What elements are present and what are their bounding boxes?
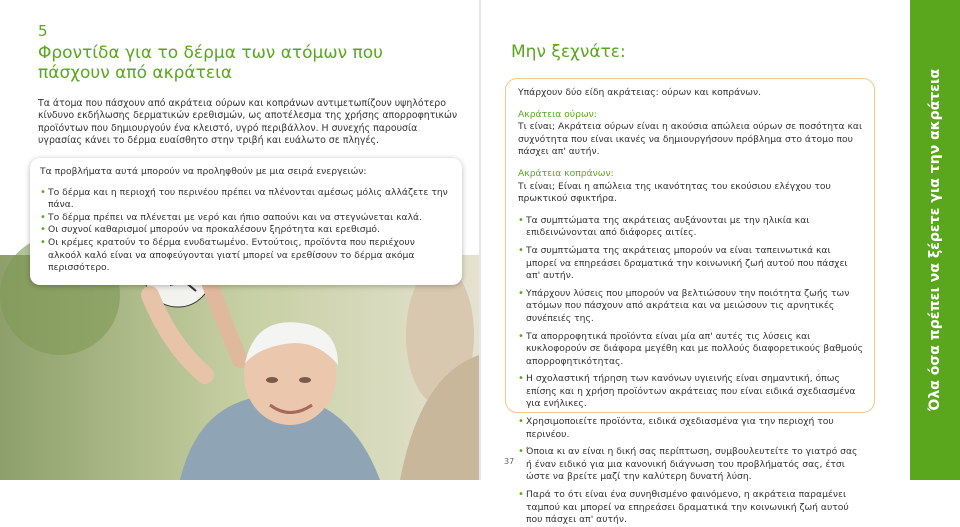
list-item: • Τα συμπτώματα της ακράτειας αυξάνονται με την ηλικία και επιδεινώνονται από διάφορες αιτίες.	[518, 215, 864, 240]
reminder-list	[518, 215, 864, 527]
list-item: • Χρησιμοποιείτε προϊόντα, ειδικά σχεδιασμένα για την περιοχή του περινέου.	[518, 416, 864, 441]
urine-section	[518, 109, 864, 159]
fecal-text: Τι είναι; Είναι η απώλεια της ικανότητας του εκούσιου ελέγχου του πρωκτικού σφικτήρα.	[518, 180, 831, 205]
side-tab-label: Όλα όσα πρέπει να ξέρετε για την ακράτεια	[927, 68, 943, 412]
list-item: • Όποια κι αν είναι η δική σας περίπτωση, συμβουλευτείτε το γιατρό σας ή έναν ειδικό για μια κανονική διάγνωση του προβλήματός σας, έτσι ώστε να βρείτε μαζί την καλύτερη δυνατή λύση.	[518, 446, 864, 484]
intro-paragraph: Τα άτομα που πάσχουν από ακράτεια ούρων και κοπράνων αντιμετωπίζουν υψηλότερο κίνδυνο εκδήλωσης δερματικών ερεθισμών, ως αποτέλεσμα της χρήσης απορροφητικών προϊόντων που δημιουργούν ένα κλειστό, υγρό περιβάλλον. Η συνεχής παρουσία υγρασίας κάνει το δέρμα ευαίσθητο στην τριβή και ευάλωτο σε πληγές.	[38, 98, 458, 147]
elderly-man-ball-photo	[0, 255, 479, 480]
urine-text: Τι είναι; Ακράτεια ούρων είναι η ακούσια απώλεια ούρων σε ποσότητα και συχνότητα που είναι ικανές να δημιουργήσουν πρόβλημα στο άτομο που πάσχει απ' αυτήν.	[518, 121, 863, 158]
left-page	[0, 0, 479, 480]
reminder-intro: Υπάρχουν δύο είδη ακράτειας: ούρων και κοπράνων.	[518, 87, 762, 98]
list-item: • Οι συχνοί καθαρισμοί μπορούν να προκαλέσουν ξηρότητα και ερεθισμό.	[40, 224, 450, 237]
fecal-section	[518, 168, 864, 206]
reminder-title: Μην ξεχνάτε:	[511, 42, 626, 62]
fecal-label: Ακράτεια κοπράνων:	[518, 167, 614, 179]
list-item: • Τα απορροφητικά προϊόντα είναι μία απ' αυτές τις λύσεις και κυκλοφορούν σε διάφορα μεγέθη και με πολλούς διαφορετικούς βαθμούς απορροφητικότητας.	[518, 331, 864, 369]
urine-label: Ακράτεια ούρων:	[518, 108, 597, 120]
list-item: • Τα συμπτώματα της ακράτειας μπορούν να είναι ταπεινωτικά και μπορεί να επηρεάσει δραματικά την κοινωνική ζωή αυτού που πάσχει απ' αυτήν.	[518, 245, 864, 283]
list-item: • Το δέρμα πρέπει να πλένεται με νερό και ήπιο σαπούνι και να στεγνώνεται καλά.	[40, 212, 450, 225]
page-number: 37	[504, 457, 515, 466]
right-page	[481, 0, 960, 526]
prevention-card	[30, 158, 462, 285]
list-item: • Παρά το ότι είναι ένα συνηθισμένο φαινόμενο, η ακράτεια παραμένει ταμπού και μπορεί να επηρεάσει δραματικά την κοινωνική ζωή αυτού που πάσχει απ' αυτήν.	[518, 489, 864, 527]
list-item: • Η σχολαστική τήρηση των κανόνων υγιεινής είναι σημαντική, όπως επίσης και η χρήση προϊόντων ακράτειας που είναι ειδικά σχεδιασμένα για ενήλικες.	[518, 373, 864, 411]
card-lead: Τα προβλήματα αυτά μπορούν να προληφθούν με μια σειρά ενεργειών:	[40, 166, 367, 177]
prevention-list	[40, 187, 450, 275]
list-item: • Το δέρμα και η περιοχή του περινέου πρέπει να πλένονται αμέσως μόλις αλλάζετε την πάνα.	[40, 187, 450, 212]
chapter-number: 5	[38, 22, 48, 40]
list-item: • Υπάρχουν λύσεις που μπορούν να βελτιώσουν την ποιότητα ζωής των ατόμων που πάσχουν από ακράτεια και να μειώσουν τις αρνητικές συνέπειές της.	[518, 288, 864, 326]
list-item: • Οι κρέμες κρατούν το δέρμα ενυδατωμένο. Εντούτοις, προϊόντα που περιέχουν αλκοόλ καλό είναι να αποφεύγονται γιατί μπορεί να ερεθίσουν το δέρμα ακόμα περισσότερο.	[40, 237, 450, 275]
chapter-title: Φροντίδα για το δέρμα των ατόμων που πάσχουν από ακράτεια	[38, 43, 383, 83]
